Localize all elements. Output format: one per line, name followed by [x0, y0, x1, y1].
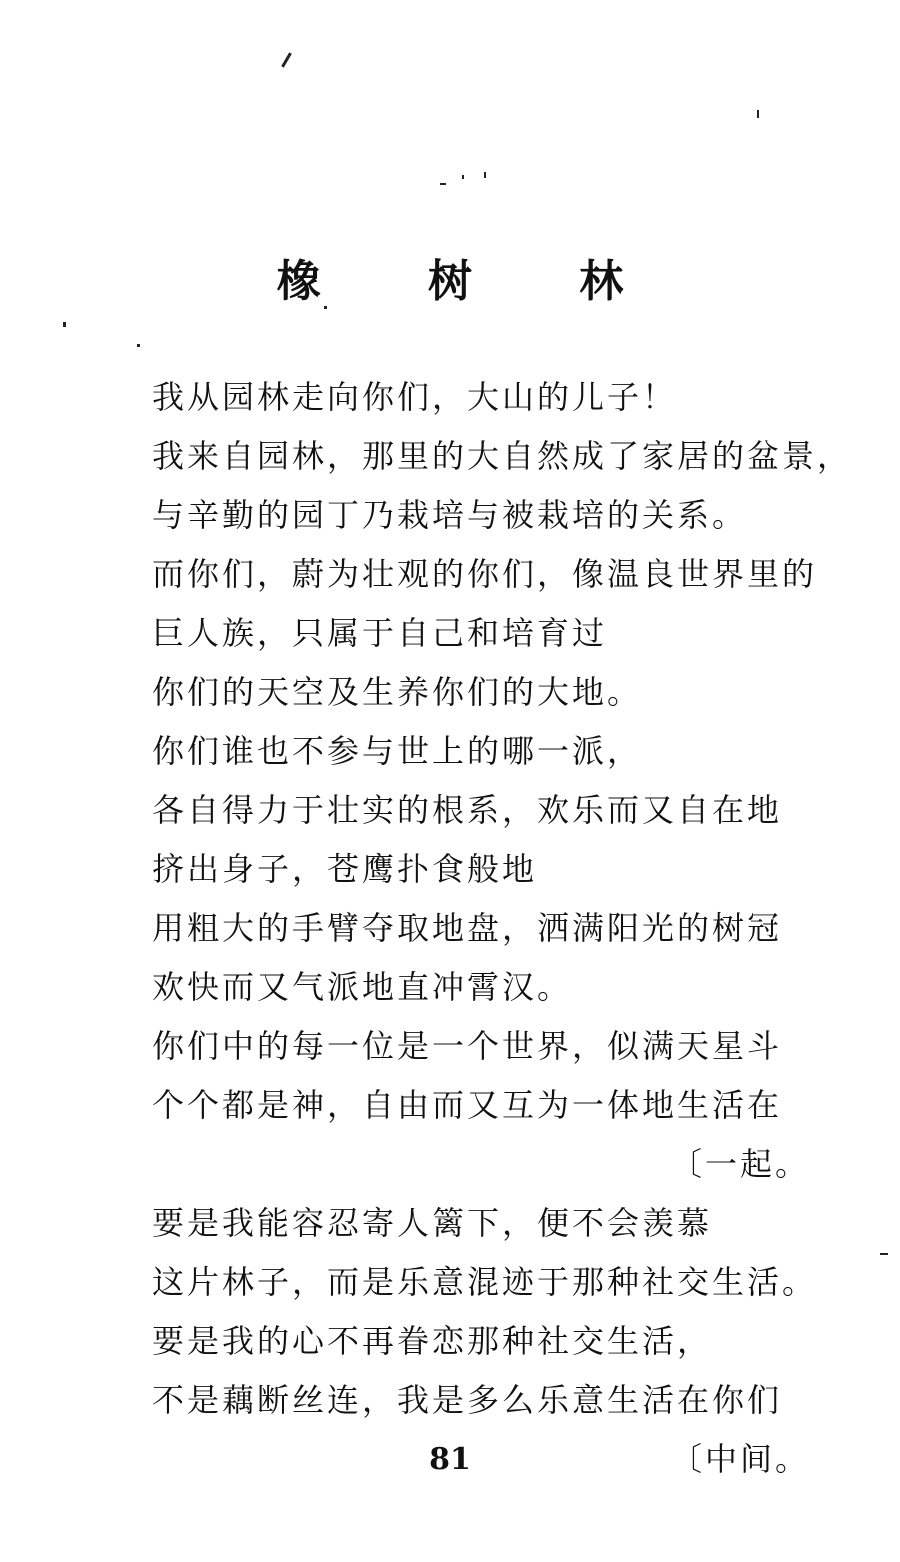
- poem-line: 挤出身子，苍鹰扑食般地: [152, 850, 538, 888]
- poem-line: 你们中的每一位是一个世界，似满天星斗: [152, 1027, 783, 1065]
- poem-line-continuation: 〔中间。: [669, 1440, 810, 1478]
- poem-line: 用粗大的手臂夺取地盘，洒满阳光的树冠: [152, 909, 783, 947]
- poem-line: 不是藕断丝连，我是多么乐意生活在你们: [152, 1381, 783, 1419]
- poem-line: 与辛勤的园丁乃栽培与被栽培的关系。: [152, 496, 748, 534]
- poem-line: 你们的天空及生养你们的大地。: [152, 673, 643, 711]
- poem-line: 要是我能容忍寄人篱下，便不会羡慕: [152, 1204, 713, 1242]
- poem-line: 个个都是神，自由而又互为一体地生活在: [152, 1086, 783, 1124]
- scan-mark: [440, 183, 446, 185]
- poem-line: 这片林子，而是乐意混迹于那种社交生活。: [152, 1263, 818, 1301]
- poem-line: 要是我的心不再眷恋那种社交生活，: [152, 1322, 713, 1360]
- scan-mark: [880, 1253, 888, 1255]
- scan-mark: [462, 175, 464, 179]
- poem-line: 欢快而又气派地直冲霄汉。: [152, 968, 573, 1006]
- poem-line: 我从园林走向你们，大山的儿子！: [152, 378, 678, 416]
- poem-title: 橡 树 林: [276, 256, 670, 307]
- page-number: 81: [429, 1442, 471, 1477]
- poem-line: 我来自园林，那里的大自然成了家居的盆景，: [152, 437, 853, 475]
- poem-line: 而你们，蔚为壮观的你们，像温良世界里的: [152, 555, 818, 593]
- poem-line: 你们谁也不参与世上的哪一派，: [152, 732, 643, 770]
- poem-line-continuation: 〔一起。: [669, 1145, 810, 1183]
- scan-mark: [281, 52, 292, 67]
- poem-line: 巨人族，只属于自己和培育过: [152, 614, 608, 652]
- poem-body: [152, 368, 872, 1489]
- scan-mark: [137, 344, 140, 347]
- scan-mark: [484, 172, 486, 178]
- scan-mark: [63, 322, 66, 327]
- scan-mark: [757, 110, 759, 118]
- poem-line: 各自得力于壮实的根系，欢乐而又自在地: [152, 791, 783, 829]
